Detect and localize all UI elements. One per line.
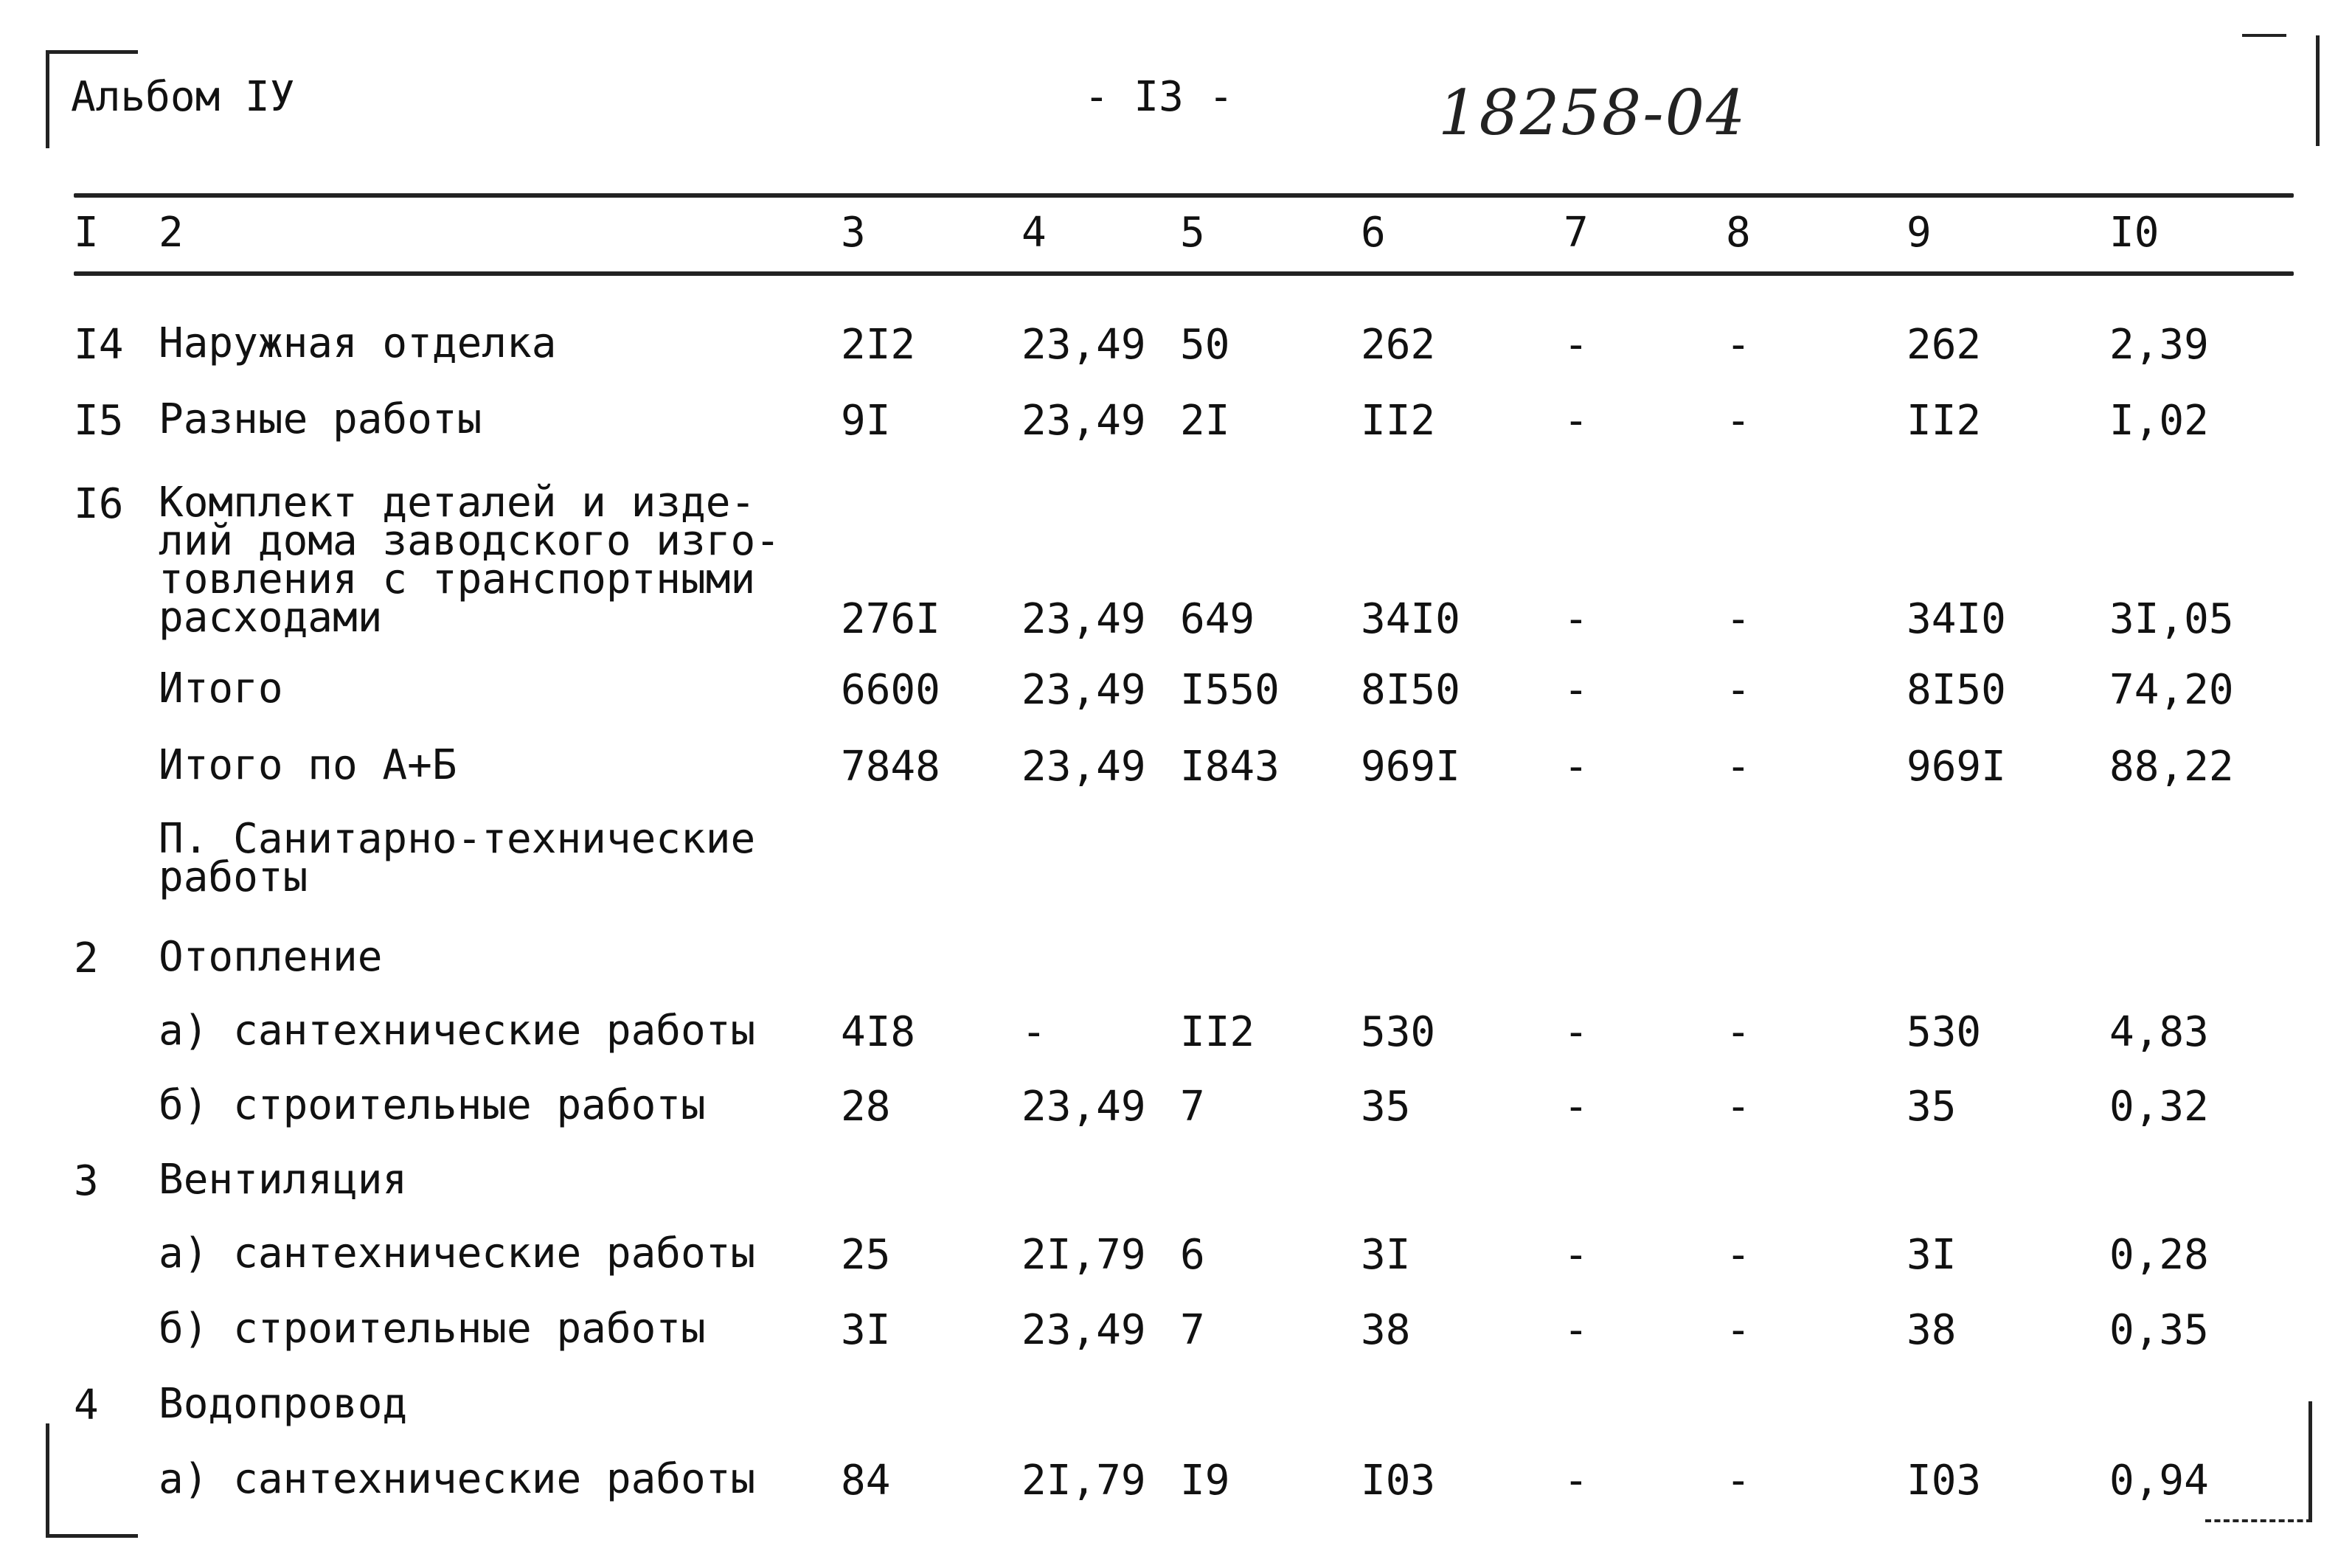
cell-col-9: 8I50: [1907, 666, 2006, 714]
cell-col-2: П. Санитарно-технические работы: [159, 815, 756, 901]
table-top-rule: [74, 193, 2294, 198]
cell-col-2: а) сантехнические работы: [159, 1455, 756, 1503]
cell-col-3: 276I: [841, 595, 940, 643]
cell-col-10: I,02: [2109, 397, 2209, 445]
cell-col-2: а) сантехнические работы: [159, 1229, 756, 1277]
column-header-2: 2: [159, 209, 184, 257]
cell-col-9: 35: [1907, 1083, 1957, 1131]
cell-col-2: Отопление: [159, 933, 383, 981]
cell-col-1: 4: [74, 1381, 99, 1429]
cell-col-6: 969I: [1361, 743, 1460, 791]
cell-col-9: 530: [1907, 1008, 1982, 1056]
cell-col-5: 6: [1180, 1231, 1205, 1279]
cell-col-3: 6600: [841, 666, 940, 714]
column-header-8: 8: [1726, 209, 1751, 257]
cell-col-9: I03: [1907, 1457, 1982, 1505]
cell-col-4: 2I,79: [1021, 1231, 1146, 1279]
column-header-10: I0: [2109, 209, 2160, 257]
cell-col-8: -: [1726, 1306, 1751, 1354]
cell-col-5: I843: [1180, 743, 1280, 791]
cell-col-1: I4: [74, 321, 124, 369]
document-code: 18258-04: [1438, 77, 1747, 149]
cell-col-6: I03: [1361, 1457, 1436, 1505]
cell-col-8: -: [1726, 1083, 1751, 1131]
cell-col-1: 2: [74, 934, 99, 982]
cell-col-2: Вентиляция: [159, 1156, 408, 1204]
cell-col-3: 28: [841, 1083, 891, 1131]
cell-col-7: -: [1564, 1083, 1589, 1131]
cell-col-10: 0,94: [2109, 1457, 2209, 1505]
cell-col-9: 34I0: [1907, 595, 2006, 643]
cell-col-7: -: [1564, 1008, 1589, 1056]
cell-col-2: Разные работы: [159, 395, 482, 443]
cell-col-4: -: [1021, 1008, 1047, 1056]
cell-col-8: -: [1726, 595, 1751, 643]
cell-col-10: 0,35: [2109, 1306, 2209, 1354]
cell-col-6: 35: [1361, 1083, 1411, 1131]
cell-col-5: I550: [1180, 666, 1280, 714]
cell-col-10: 0,28: [2109, 1231, 2209, 1279]
cell-col-7: -: [1564, 321, 1589, 369]
cell-col-7: -: [1564, 397, 1589, 445]
cell-col-2: а) сантехнические работы: [159, 1007, 756, 1055]
cell-col-6: 38: [1361, 1306, 1411, 1354]
cell-col-10: 3I,05: [2109, 595, 2234, 643]
cell-col-10: 4,83: [2109, 1008, 2209, 1056]
cell-col-5: 50: [1180, 321, 1230, 369]
cell-col-7: -: [1564, 1306, 1589, 1354]
cell-col-2: Итого по А+Б: [159, 741, 457, 789]
cell-col-7: -: [1564, 1231, 1589, 1279]
cell-col-9: 262: [1907, 321, 1982, 369]
cell-col-8: -: [1726, 1008, 1751, 1056]
page-number: - I3 -: [1084, 73, 1234, 121]
corner-mark-top-right-tick: [2242, 34, 2286, 37]
cell-col-2: Наружная отделка: [159, 319, 557, 367]
cell-col-5: 649: [1180, 595, 1255, 643]
cell-col-5: II2: [1180, 1008, 1255, 1056]
cell-col-7: -: [1564, 1457, 1589, 1505]
cell-col-8: -: [1726, 743, 1751, 791]
cell-col-1: I5: [74, 397, 124, 445]
cell-col-10: 2,39: [2109, 321, 2209, 369]
cell-col-7: -: [1564, 666, 1589, 714]
cell-col-3: 25: [841, 1231, 891, 1279]
cell-col-9: II2: [1907, 397, 1982, 445]
cell-col-7: -: [1564, 595, 1589, 643]
cell-col-6: 8I50: [1361, 666, 1460, 714]
cell-col-2: Итого: [159, 665, 283, 712]
cell-col-6: 262: [1361, 321, 1436, 369]
column-header-9: 9: [1907, 209, 1932, 257]
column-header-4: 4: [1021, 209, 1047, 257]
cell-col-5: 7: [1180, 1083, 1205, 1131]
column-header-6: 6: [1361, 209, 1386, 257]
cell-col-4: 23,49: [1021, 397, 1146, 445]
cell-col-4: 23,49: [1021, 595, 1146, 643]
cell-col-3: 4I8: [841, 1008, 916, 1056]
cell-col-10: 88,22: [2109, 743, 2234, 791]
cell-col-6: 3I: [1361, 1231, 1411, 1279]
cell-col-7: -: [1564, 743, 1589, 791]
cell-col-2: Комплект деталей и изде- лий дома заводского изго- товления с транспортными расходами: [159, 479, 780, 642]
cell-col-4: 23,49: [1021, 666, 1146, 714]
cell-col-3: 7848: [841, 743, 940, 791]
cell-col-3: 3I: [841, 1306, 891, 1354]
cell-col-4: 23,49: [1021, 743, 1146, 791]
cell-col-9: 3I: [1907, 1231, 1957, 1279]
cell-col-4: 23,49: [1021, 321, 1146, 369]
cell-col-5: 7: [1180, 1306, 1205, 1354]
cell-col-8: -: [1726, 397, 1751, 445]
cell-col-10: 0,32: [2109, 1083, 2209, 1131]
cell-col-3: 2I2: [841, 321, 916, 369]
cell-col-1: I6: [74, 480, 124, 528]
cell-col-8: -: [1726, 1231, 1751, 1279]
cell-col-6: 530: [1361, 1008, 1436, 1056]
cell-col-8: -: [1726, 1457, 1751, 1505]
album-label: Альбом IУ: [71, 73, 295, 121]
column-header-7: 7: [1564, 209, 1589, 257]
cell-col-9: 969I: [1907, 743, 2006, 791]
cell-col-1: 3: [74, 1157, 99, 1205]
corner-mark-top-right: [2227, 35, 2320, 146]
column-header-5: 5: [1180, 209, 1205, 257]
cell-col-8: -: [1726, 321, 1751, 369]
column-header-1: I: [74, 209, 99, 257]
cell-col-3: 84: [841, 1457, 891, 1505]
cell-col-8: -: [1726, 666, 1751, 714]
cell-col-2: б) строительные работы: [159, 1081, 706, 1129]
cell-col-2: б) строительные работы: [159, 1305, 706, 1353]
corner-mark-bottom-right: [2205, 1401, 2312, 1522]
cell-col-2: Водопровод: [159, 1380, 408, 1428]
column-header-3: 3: [841, 209, 866, 257]
cell-col-4: 23,49: [1021, 1083, 1146, 1131]
corner-mark-bottom-left: [46, 1423, 138, 1538]
cell-col-4: 2I,79: [1021, 1457, 1146, 1505]
cell-col-6: II2: [1361, 397, 1436, 445]
cell-col-4: 23,49: [1021, 1306, 1146, 1354]
cell-col-5: 2I: [1180, 397, 1230, 445]
cell-col-5: I9: [1180, 1457, 1230, 1505]
cell-col-3: 9I: [841, 397, 891, 445]
cell-col-6: 34I0: [1361, 595, 1460, 643]
cell-col-10: 74,20: [2109, 666, 2234, 714]
cell-col-9: 38: [1907, 1306, 1957, 1354]
table-header-rule: [74, 271, 2294, 276]
